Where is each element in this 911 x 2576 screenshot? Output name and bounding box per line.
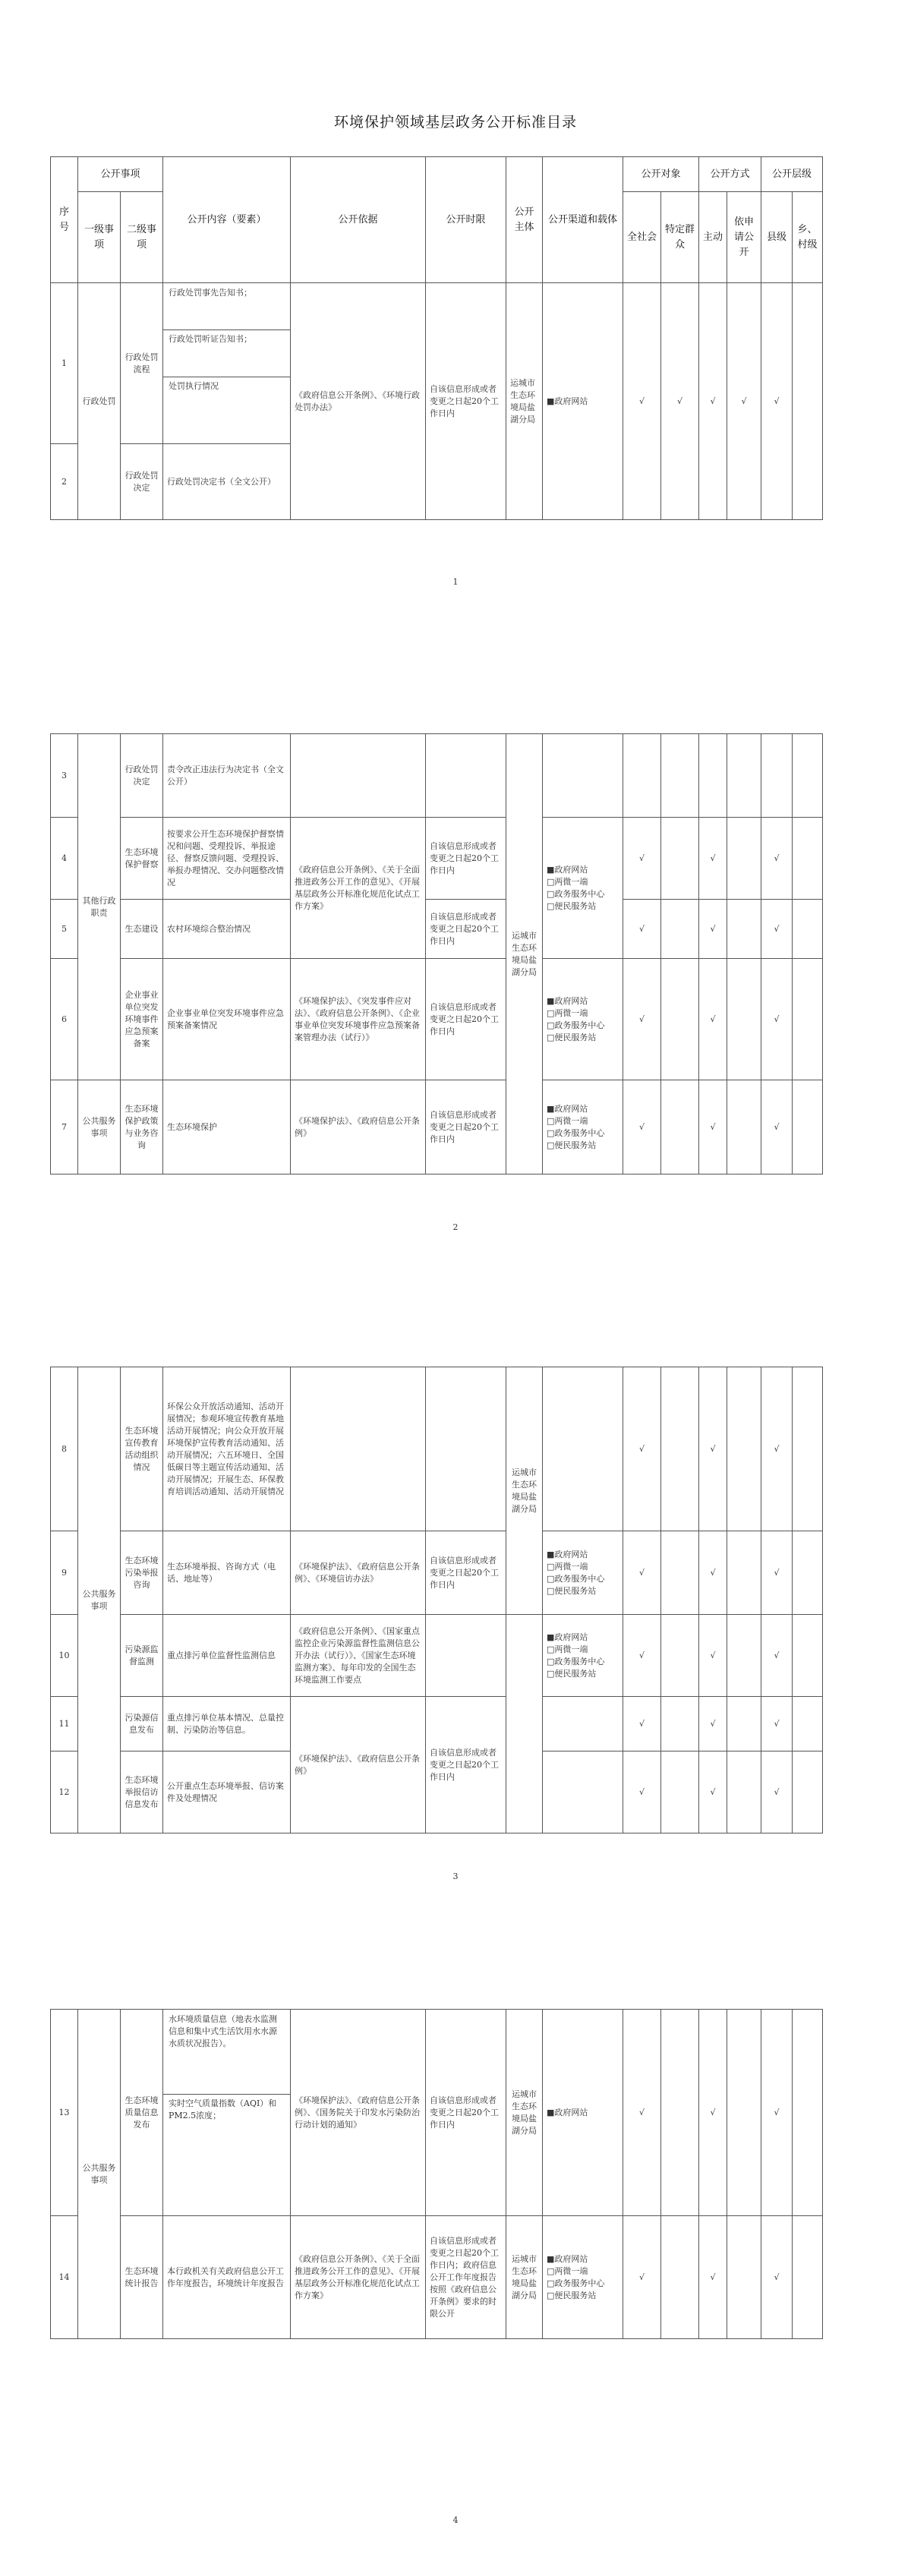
channel-item: □两微一端 bbox=[547, 2265, 588, 2276]
row-time: 自该信息形成或者变更之日起20个工作日内 bbox=[426, 283, 506, 520]
header-items: 公开事项 bbox=[78, 157, 163, 192]
row-level2: 生态环境举报信访信息发布 bbox=[121, 1751, 163, 1833]
empty-cell bbox=[291, 734, 426, 818]
empty-cell bbox=[727, 1751, 761, 1833]
empty-cell bbox=[623, 734, 661, 818]
empty-cell bbox=[661, 1615, 699, 1697]
check-mark: √ bbox=[623, 1080, 661, 1174]
row-time: 自该信息形成或者变更之日起20个工作日内；政府信息公开工作年度报告按照《政府信息公开条例》要求的时限公开 bbox=[426, 2216, 506, 2339]
empty-cell bbox=[793, 1531, 823, 1615]
table-row bbox=[51, 818, 823, 900]
row-channel bbox=[543, 1080, 623, 1174]
row-level2: 生态环境宣传教育活动组织情况 bbox=[121, 1367, 163, 1531]
row-subject: 运城市生态环境局盐湖分局 bbox=[506, 2216, 543, 2339]
row-time: 自该信息形成或者变更之日起20个工作日内 bbox=[426, 1531, 506, 1615]
header-method: 公开方式 bbox=[699, 157, 761, 192]
check-mark: √ bbox=[699, 1367, 727, 1531]
check-mark: √ bbox=[761, 900, 793, 959]
table-row bbox=[51, 1615, 823, 1697]
table-row bbox=[51, 1367, 823, 1531]
empty-cell bbox=[661, 2010, 699, 2216]
table-row bbox=[51, 900, 823, 959]
empty-cell bbox=[793, 1367, 823, 1531]
empty-cell bbox=[727, 1531, 761, 1615]
row-level1: 其他行政职责 bbox=[78, 734, 121, 1080]
page-number: 1 bbox=[452, 577, 459, 587]
row-level2: 企业事业单位突发环境事件应急预案备案 bbox=[121, 959, 163, 1080]
check-mark: √ bbox=[699, 1531, 727, 1615]
row-content: 重点排污单位基本情况、总量控制、污染防治等信息。 bbox=[163, 1697, 291, 1751]
catalog-table-page-4 bbox=[50, 2009, 823, 2339]
row-basis: 《环境保护法》、《政府信息公开条例》 bbox=[291, 1080, 426, 1174]
check-mark: √ bbox=[699, 283, 727, 520]
check-mark: √ bbox=[761, 2216, 793, 2339]
row-level2: 生态环境保护政策与业务咨询 bbox=[121, 1080, 163, 1174]
row-time: 自该信息形成或者变更之日起20个工作日内 bbox=[426, 2010, 506, 2216]
channel-item: □政务服务中心 bbox=[547, 888, 605, 899]
header-seq: 序号 bbox=[51, 157, 78, 283]
empty-cell bbox=[661, 959, 699, 1080]
empty-cell bbox=[661, 1751, 699, 1833]
check-mark: √ bbox=[623, 1697, 661, 1751]
empty-cell bbox=[543, 1751, 623, 1833]
row-level2: 行政处罚决定 bbox=[121, 444, 163, 520]
row-channel bbox=[543, 1615, 623, 1697]
check-mark: √ bbox=[761, 1751, 793, 1833]
row-seq: 6 bbox=[51, 959, 78, 1080]
row-content: 生态环境保护 bbox=[163, 1080, 291, 1174]
header-basis: 公开依据 bbox=[291, 157, 426, 283]
row-subject: 运城市生态环境局盐湖分局 bbox=[506, 734, 543, 1174]
check-mark: √ bbox=[761, 959, 793, 1080]
catalog-table-page-3 bbox=[50, 1367, 823, 1833]
check-mark: √ bbox=[699, 900, 727, 959]
check-mark: √ bbox=[699, 1751, 727, 1833]
empty-cell bbox=[661, 900, 699, 959]
row-channel bbox=[543, 818, 623, 959]
row-content bbox=[163, 2010, 291, 2216]
empty-cell bbox=[506, 1615, 543, 1833]
channel-item: ■政府网站 bbox=[547, 995, 588, 1006]
row-content: 公开重点生态环境举报、信访案件及处理情况 bbox=[163, 1751, 291, 1833]
check-mark: √ bbox=[699, 2010, 727, 2216]
channel-item: ■政府网站 bbox=[547, 1103, 588, 1114]
row-level1: 公共服务事项 bbox=[78, 1367, 121, 1833]
check-mark: √ bbox=[761, 1697, 793, 1751]
header-level1: 一级事项 bbox=[78, 192, 121, 283]
content-line: 行政处罚听证告知书； bbox=[163, 329, 290, 377]
table-row bbox=[51, 2010, 823, 2216]
channel-item: □两微一端 bbox=[547, 1115, 588, 1126]
table-row bbox=[51, 1531, 823, 1615]
empty-cell bbox=[793, 2216, 823, 2339]
header-level: 公开层级 bbox=[761, 157, 823, 192]
check-mark: √ bbox=[699, 959, 727, 1080]
row-seq: 9 bbox=[51, 1531, 78, 1615]
empty-cell bbox=[727, 959, 761, 1080]
channel-item: □便民服务站 bbox=[547, 2290, 597, 2300]
check-mark: √ bbox=[727, 283, 761, 520]
check-mark: √ bbox=[623, 1531, 661, 1615]
row-level2: 生态环境质量信息发布 bbox=[121, 2010, 163, 2216]
empty-cell bbox=[727, 2010, 761, 2216]
channel-item: ■政府网站 bbox=[547, 864, 588, 875]
empty-cell bbox=[793, 1615, 823, 1697]
check-mark: √ bbox=[699, 1080, 727, 1174]
empty-cell bbox=[543, 1367, 623, 1531]
row-level1: 公共服务事项 bbox=[78, 1080, 121, 1174]
channel-item: □两微一端 bbox=[547, 876, 588, 887]
content-line: 行政处罚事先告知书； bbox=[169, 287, 253, 298]
row-basis: 《环境保护法》、《突发事件应对法》、《政府信息公开条例》、《企业事业单位突发环境事件应急预案备案管理办法（试行）》 bbox=[291, 959, 426, 1080]
header-active: 主动 bbox=[699, 192, 727, 283]
row-channel bbox=[543, 2216, 623, 2339]
row-subject: 运城市生态环境局盐湖分局 bbox=[506, 1367, 543, 1615]
check-mark: √ bbox=[699, 1697, 727, 1751]
check-mark: √ bbox=[699, 818, 727, 900]
empty-cell bbox=[661, 818, 699, 900]
header-specific: 特定群众 bbox=[661, 192, 699, 283]
check-mark: √ bbox=[623, 1615, 661, 1697]
header-county: 县级 bbox=[761, 192, 793, 283]
channel-item: □便民服务站 bbox=[547, 1585, 597, 1596]
empty-cell bbox=[793, 2010, 823, 2216]
row-time: 自该信息形成或者变更之日起20个工作日内 bbox=[426, 1697, 506, 1833]
empty-cell bbox=[727, 1080, 761, 1174]
row-level2: 污染源监督监测 bbox=[121, 1615, 163, 1697]
empty-cell bbox=[793, 283, 823, 520]
check-mark: √ bbox=[761, 1615, 793, 1697]
table-row bbox=[51, 283, 823, 444]
channel-item: □便民服务站 bbox=[547, 900, 597, 911]
row-content: 按要求公开生态环境保护督察情况和问题、受理投诉、举报途径、督察反馈问题、受理投诉、举报办理情况、交办问题整改情况 bbox=[163, 818, 291, 900]
check-mark: √ bbox=[623, 959, 661, 1080]
check-mark: √ bbox=[761, 1367, 793, 1531]
page-number: 2 bbox=[452, 1222, 459, 1232]
row-channel: ■政府网站 bbox=[543, 2010, 623, 2216]
table-row bbox=[51, 734, 823, 818]
row-level2: 污染源信息发布 bbox=[121, 1697, 163, 1751]
check-mark: √ bbox=[761, 818, 793, 900]
empty-cell bbox=[793, 734, 823, 818]
empty-cell bbox=[727, 900, 761, 959]
empty-cell bbox=[426, 1615, 506, 1697]
row-level2: 生态环境保护督察 bbox=[121, 818, 163, 900]
row-time: 自该信息形成或者变更之日起20个工作日内 bbox=[426, 1080, 506, 1174]
row-content: 农村环境综合整治情况 bbox=[163, 900, 291, 959]
channel-item: ■政府网站 bbox=[547, 2253, 588, 2264]
channel-item: □两微一端 bbox=[547, 1644, 588, 1654]
check-mark: √ bbox=[699, 1615, 727, 1697]
empty-cell bbox=[426, 1367, 506, 1531]
empty-cell bbox=[661, 1697, 699, 1751]
row-basis: 《政府信息公开条例》、《关于全面推进政务公开工作的意见》、《开展基层政务公开标准化规范化试点工作方案》 bbox=[291, 818, 426, 959]
row-subject: 运城市生态环境局盐湖分局 bbox=[506, 283, 543, 520]
empty-cell bbox=[727, 1367, 761, 1531]
row-basis: 《环境保护法》、《政府信息公开条例》 bbox=[291, 1697, 426, 1833]
row-time: 自该信息形成或者变更之日起20个工作日内 bbox=[426, 818, 506, 900]
table-row bbox=[51, 2216, 823, 2339]
empty-cell bbox=[543, 734, 623, 818]
row-time: 自该信息形成或者变更之日起20个工作日内 bbox=[426, 900, 506, 959]
empty-cell bbox=[699, 734, 727, 818]
row-seq: 2 bbox=[51, 444, 78, 520]
row-subject: 运城市生态环境局盐湖分局 bbox=[506, 2010, 543, 2216]
row-seq: 8 bbox=[51, 1367, 78, 1531]
row-basis: 《环境保护法》、《政府信息公开条例》、《环境信访办法》 bbox=[291, 1531, 426, 1615]
row-seq: 10 bbox=[51, 1615, 78, 1697]
row-basis: 《环境保护法》、《政府信息公开条例》、《国务院关于印发水污染防治行动计划的通知》 bbox=[291, 2010, 426, 2216]
empty-cell bbox=[291, 1367, 426, 1531]
empty-cell bbox=[543, 1697, 623, 1751]
row-level1: 行政处罚 bbox=[78, 283, 121, 520]
check-mark: √ bbox=[699, 2216, 727, 2339]
header-target: 公开对象 bbox=[623, 157, 699, 192]
page-number: 3 bbox=[452, 1871, 459, 1881]
row-content: 本行政机关有关政府信息公开工作年度报告，环境统计年度报告 bbox=[163, 2216, 291, 2339]
row-seq: 13 bbox=[51, 2010, 78, 2216]
row-level2: 生态建设 bbox=[121, 900, 163, 959]
empty-cell bbox=[793, 900, 823, 959]
empty-cell bbox=[727, 734, 761, 818]
channel-item: □政务服务中心 bbox=[547, 2278, 605, 2288]
header-channel: 公开渠道和载体 bbox=[543, 157, 623, 283]
header-apply: 依申请公开 bbox=[727, 192, 761, 283]
row-basis: 《政府信息公开条例》、《环境行政处罚办法》 bbox=[291, 283, 426, 520]
row-seq: 4 bbox=[51, 818, 78, 900]
row-seq: 11 bbox=[51, 1697, 78, 1751]
empty-cell bbox=[793, 959, 823, 1080]
row-content: 环保公众开放活动通知、活动开展情况；参观环境宣传教育基地活动开展情况；向公众开放开展环境保护宣传教育活动通知、活动开展情况；六五环境日、全国低碳日等主题宣传活动通知、活动开展情况；开展生态、环保教育培训活动通知、活动开展情况 bbox=[163, 1367, 291, 1531]
empty-cell bbox=[793, 1751, 823, 1833]
channel-item: □政务服务中心 bbox=[547, 1573, 605, 1584]
check-mark: √ bbox=[623, 283, 661, 520]
empty-cell bbox=[761, 734, 793, 818]
channel-item: ■政府网站 bbox=[547, 1549, 588, 1559]
channel-item: ■政府网站 bbox=[547, 1632, 588, 1642]
row-content bbox=[163, 283, 291, 444]
check-mark: √ bbox=[623, 1367, 661, 1531]
row-seq: 12 bbox=[51, 1751, 78, 1833]
row-channel bbox=[543, 959, 623, 1080]
check-mark: √ bbox=[623, 818, 661, 900]
empty-cell bbox=[727, 1615, 761, 1697]
check-mark: √ bbox=[623, 900, 661, 959]
row-channel: ■政府网站 bbox=[543, 283, 623, 520]
table-row bbox=[51, 959, 823, 1080]
empty-cell bbox=[793, 1080, 823, 1174]
content-line: 水环境质量信息（地表水监测信息和集中式生活饮用水水源水质状况报告）。 bbox=[169, 2013, 277, 2048]
row-level1: 公共服务事项 bbox=[78, 2010, 121, 2339]
row-level2: 行政处罚流程 bbox=[121, 283, 163, 444]
row-content: 企业事业单位突发环境事件应急预案备案情况 bbox=[163, 959, 291, 1080]
document-title: 环境保护领域基层政务公开标准目录 bbox=[333, 114, 577, 131]
row-time: 自该信息形成或者变更之日起20个工作日内 bbox=[426, 959, 506, 1080]
row-channel bbox=[543, 1531, 623, 1615]
row-level2: 生态环境统计报告 bbox=[121, 2216, 163, 2339]
empty-cell bbox=[727, 1697, 761, 1751]
content-line: 处罚执行情况 bbox=[163, 377, 290, 443]
row-basis: 《政府信息公开条例》、《国家重点监控企业污染源监督性监测信息公开办法（试行）》、《国家生态环境监测方案》、每年印发的全国生态环境监测工作要点 bbox=[291, 1615, 426, 1697]
row-content: 责令改正违法行为决定书（全文公开） bbox=[163, 734, 291, 818]
header-time: 公开时限 bbox=[426, 157, 506, 283]
empty-cell bbox=[727, 2216, 761, 2339]
catalog-table-page-1 bbox=[50, 156, 823, 520]
header-village: 乡、村级 bbox=[793, 192, 823, 283]
row-level2: 生态环境污染举报咨询 bbox=[121, 1531, 163, 1615]
empty-cell bbox=[793, 818, 823, 900]
check-mark: √ bbox=[623, 1751, 661, 1833]
empty-cell bbox=[661, 1531, 699, 1615]
empty-cell bbox=[661, 2216, 699, 2339]
empty-cell bbox=[426, 734, 506, 818]
check-mark: √ bbox=[761, 1531, 793, 1615]
channel-item: □两微一端 bbox=[547, 1561, 588, 1572]
check-mark: √ bbox=[761, 1080, 793, 1174]
header-content: 公开内容（要素） bbox=[163, 157, 291, 283]
row-seq: 7 bbox=[51, 1080, 78, 1174]
page-number: 4 bbox=[452, 2515, 459, 2525]
check-mark: √ bbox=[661, 283, 699, 520]
row-basis: 《政府信息公开条例》、《关于全面推进政务公开工作的意见》、《开展基层政务公开标准化规范化试点工作方案》 bbox=[291, 2216, 426, 2339]
channel-item: □两微一端 bbox=[547, 1007, 588, 1018]
table-row bbox=[51, 1080, 823, 1174]
row-seq: 5 bbox=[51, 900, 78, 959]
check-mark: √ bbox=[761, 2010, 793, 2216]
check-mark: √ bbox=[761, 283, 793, 520]
header-all: 全社会 bbox=[623, 192, 661, 283]
empty-cell bbox=[661, 1367, 699, 1531]
check-mark: √ bbox=[623, 2216, 661, 2339]
row-seq: 14 bbox=[51, 2216, 78, 2339]
row-content: 重点排污单位监督性监测信息 bbox=[163, 1615, 291, 1697]
channel-item: □政务服务中心 bbox=[547, 1127, 605, 1138]
table-row bbox=[51, 1697, 823, 1751]
row-level2: 行政处罚决定 bbox=[121, 734, 163, 818]
empty-cell bbox=[727, 818, 761, 900]
empty-cell bbox=[793, 1697, 823, 1751]
row-content: 行政处罚决定书（全文公开） bbox=[163, 444, 291, 520]
channel-item: □政务服务中心 bbox=[547, 1020, 605, 1030]
row-content: 生态环境举报、咨询方式（电话、地址等） bbox=[163, 1531, 291, 1615]
check-mark: √ bbox=[623, 2010, 661, 2216]
channel-item: □政务服务中心 bbox=[547, 1656, 605, 1666]
content-line: 实时空气质量指数（AQI）和PM2.5浓度； bbox=[163, 2094, 290, 2215]
catalog-table-page-2 bbox=[50, 733, 823, 1174]
empty-cell bbox=[661, 1080, 699, 1174]
row-seq: 1 bbox=[51, 283, 78, 444]
channel-item: □便民服务站 bbox=[547, 1140, 597, 1150]
row-seq: 3 bbox=[51, 734, 78, 818]
channel-item: □便民服务站 bbox=[547, 1032, 597, 1042]
header-level2: 二级事项 bbox=[121, 192, 163, 283]
empty-cell bbox=[661, 734, 699, 818]
header-subject: 公开主体 bbox=[506, 157, 543, 283]
channel-item: □便民服务站 bbox=[547, 1668, 597, 1679]
